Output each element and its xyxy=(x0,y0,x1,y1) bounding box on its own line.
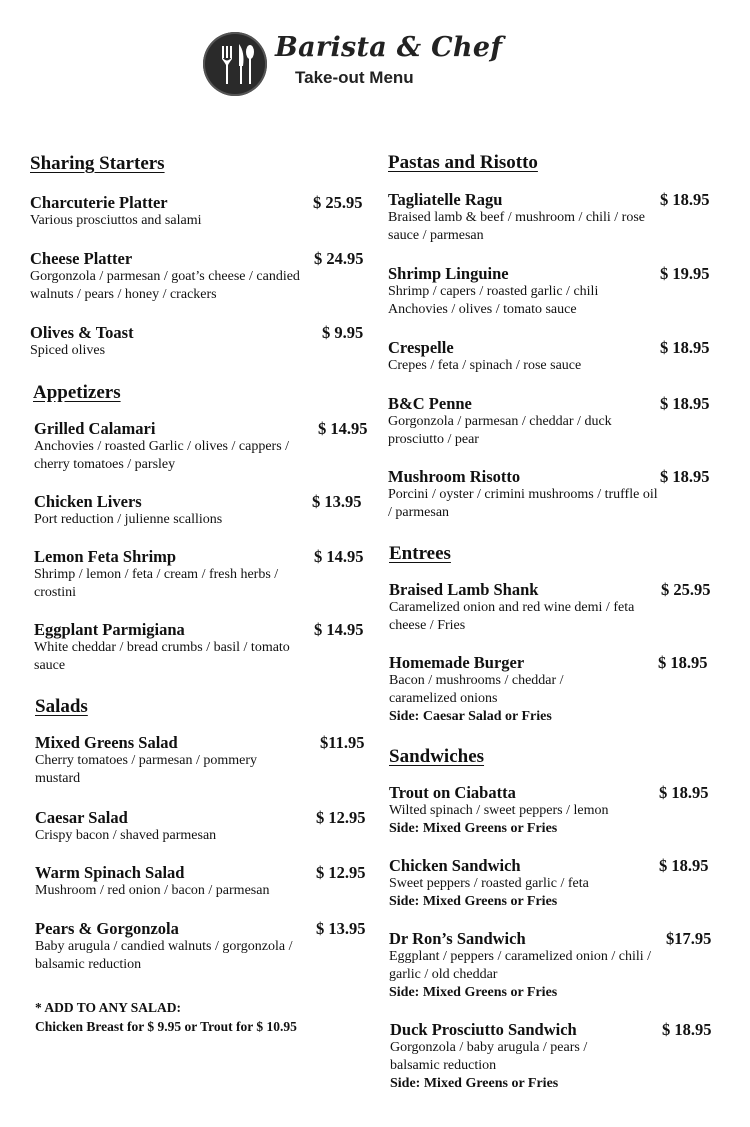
item-description: Braised lamb & beef / mushroom / chili / rose sauce / parmesan xyxy=(388,210,646,243)
item-name: Dr Ron’s Sandwich xyxy=(389,929,526,948)
menu-header xyxy=(203,30,523,100)
item-description: Mushroom / red onion / bacon / parmesan xyxy=(35,883,270,898)
menu-item xyxy=(389,929,724,1001)
item-description: Shrimp / capers / roasted garlic / chili Anchovies / olives / tomato sauce xyxy=(388,284,599,317)
item-price: $ 25.95 xyxy=(661,580,711,599)
item-price: $ 14.95 xyxy=(318,419,368,438)
menu-item xyxy=(390,1020,725,1092)
item-name: Cheese Platter xyxy=(30,249,133,268)
item-name: Crespelle xyxy=(388,338,454,357)
menu-item xyxy=(34,547,379,602)
item-name: Charcuterie Platter xyxy=(30,193,168,212)
menu-subtitle: Take-out Menu xyxy=(295,68,414,87)
item-name: Warm Spinach Salad xyxy=(35,863,185,882)
item-description: Eggplant / peppers / caramelized onion / chili / garlic / old cheddar xyxy=(389,949,652,982)
item-description: Gorgonzola / parmesan / cheddar / duck prosciutto / pear xyxy=(388,414,612,447)
item-price: $ 19.95 xyxy=(660,264,710,283)
menu-item xyxy=(34,492,379,529)
item-name: Trout on Ciabatta xyxy=(389,783,516,802)
item-price: $ 13.95 xyxy=(312,492,362,511)
menu-item xyxy=(30,249,375,304)
item-price: $ 18.95 xyxy=(660,467,710,486)
brand-name: Barista & Chef xyxy=(275,32,503,63)
menu-item xyxy=(388,190,723,245)
menu-item xyxy=(389,580,724,635)
item-description: Gorgonzola / baby arugula / pears / balsamic reduction xyxy=(390,1040,588,1073)
menu-item xyxy=(389,653,724,725)
item-price: $ 25.95 xyxy=(313,193,363,212)
item-side: Side: Mixed Greens or Fries xyxy=(390,1076,559,1091)
item-description: Cherry tomatoes / parmesan / pommery mustard xyxy=(35,753,257,786)
menu-item xyxy=(35,919,380,974)
item-side: Side: Mixed Greens or Fries xyxy=(389,821,558,836)
item-price: $ 18.95 xyxy=(662,1020,712,1039)
item-side: Side: Mixed Greens or Fries xyxy=(389,894,558,909)
section-sharing-starters: Sharing Starters xyxy=(30,153,165,174)
item-price: $ 18.95 xyxy=(660,338,710,357)
item-price: $ 14.95 xyxy=(314,620,364,639)
item-side: Side: Caesar Salad or Fries xyxy=(389,709,552,724)
item-price: $ 18.95 xyxy=(660,394,710,413)
menu-item xyxy=(35,863,380,900)
menu-item xyxy=(389,783,724,837)
menu-item xyxy=(34,419,379,474)
item-description: Sweet peppers / roasted garlic / feta xyxy=(389,876,589,891)
menu-item xyxy=(388,338,723,375)
item-name: Shrimp Linguine xyxy=(388,264,509,283)
item-name: B&C Penne xyxy=(388,394,472,413)
item-price: $ 9.95 xyxy=(322,323,364,342)
item-price: $ 12.95 xyxy=(316,863,366,882)
item-description: Gorgonzola / parmesan / goat’s cheese / candied walnuts / pears / honey / crackers xyxy=(30,269,300,302)
item-description: Anchovies / roasted Garlic / olives / cappers / cherry tomatoes / parsley xyxy=(34,439,290,472)
section-salads: Salads xyxy=(35,696,88,717)
menu-item xyxy=(30,193,375,230)
item-name: Caesar Salad xyxy=(35,808,128,827)
item-price: $11.95 xyxy=(320,733,365,752)
item-description: Crispy bacon / shaved parmesan xyxy=(35,828,217,843)
item-name: Homemade Burger xyxy=(389,653,525,672)
menu-item xyxy=(35,808,380,845)
menu-item xyxy=(389,856,724,910)
item-price: $ 18.95 xyxy=(659,783,709,802)
menu-item xyxy=(34,620,379,675)
item-description: Spiced olives xyxy=(30,343,106,358)
menu-item xyxy=(388,467,723,522)
item-name: Tagliatelle Ragu xyxy=(388,190,503,209)
item-name: Duck Prosciutto Sandwich xyxy=(390,1020,577,1039)
item-name: Lemon Feta Shrimp xyxy=(34,547,177,566)
item-description: Porcini / oyster / crimini mushrooms / truffle oil / parmesan xyxy=(388,487,658,520)
item-name: Chicken Sandwich xyxy=(389,856,521,875)
menu-item xyxy=(30,323,375,360)
item-description: White cheddar / bread crumbs / basil / tomato sauce xyxy=(34,640,290,673)
item-price: $ 14.95 xyxy=(314,547,364,566)
section-entrees: Entrees xyxy=(389,543,451,564)
item-description: Shrimp / lemon / feta / cream / fresh herbs / crostini xyxy=(34,567,279,600)
item-name: Olives & Toast xyxy=(30,323,134,342)
item-price: $ 18.95 xyxy=(660,190,710,209)
item-price: $ 13.95 xyxy=(316,919,366,938)
item-name: Eggplant Parmigiana xyxy=(34,620,185,639)
item-price: $ 18.95 xyxy=(659,856,709,875)
item-name: Mushroom Risotto xyxy=(388,467,521,486)
item-description: Crepes / feta / spinach / rose sauce xyxy=(388,358,582,373)
item-price: $17.95 xyxy=(666,929,712,948)
menu-item xyxy=(388,394,723,449)
item-name: Pears & Gorgonzola xyxy=(35,919,179,938)
item-name: Grilled Calamari xyxy=(34,419,156,438)
item-description: Baby arugula / candied walnuts / gorgonzola / balsamic reduction xyxy=(35,939,293,972)
salad-addon-title: * ADD TO ANY SALAD: xyxy=(35,1000,182,1015)
item-name: Mixed Greens Salad xyxy=(35,733,178,752)
item-description: Bacon / mushrooms / cheddar / caramelized onions xyxy=(389,673,564,706)
section-pastas-risotto: Pastas and Risotto xyxy=(388,152,538,173)
item-side: Side: Mixed Greens or Fries xyxy=(389,985,558,1000)
menu-item xyxy=(388,264,723,319)
menu-item xyxy=(35,733,380,788)
section-sandwiches: Sandwiches xyxy=(389,746,485,767)
item-price: $ 24.95 xyxy=(314,249,364,268)
item-description: Caramelized onion and red wine demi / feta cheese / Fries xyxy=(389,600,635,633)
item-description: Port reduction / julienne scallions xyxy=(34,512,223,527)
section-appetizers: Appetizers xyxy=(33,382,121,403)
item-price: $ 18.95 xyxy=(658,653,708,672)
item-name: Chicken Livers xyxy=(34,492,142,511)
item-description: Various prosciuttos and salami xyxy=(30,213,202,228)
cutlery-icon xyxy=(203,32,267,96)
item-description: Wilted spinach / sweet peppers / lemon xyxy=(389,803,609,818)
item-price: $ 12.95 xyxy=(316,808,366,827)
salad-addon-text: Chicken Breast for $ 9.95 or Trout for $ 10.95 xyxy=(35,1019,297,1034)
item-name: Braised Lamb Shank xyxy=(389,580,539,599)
